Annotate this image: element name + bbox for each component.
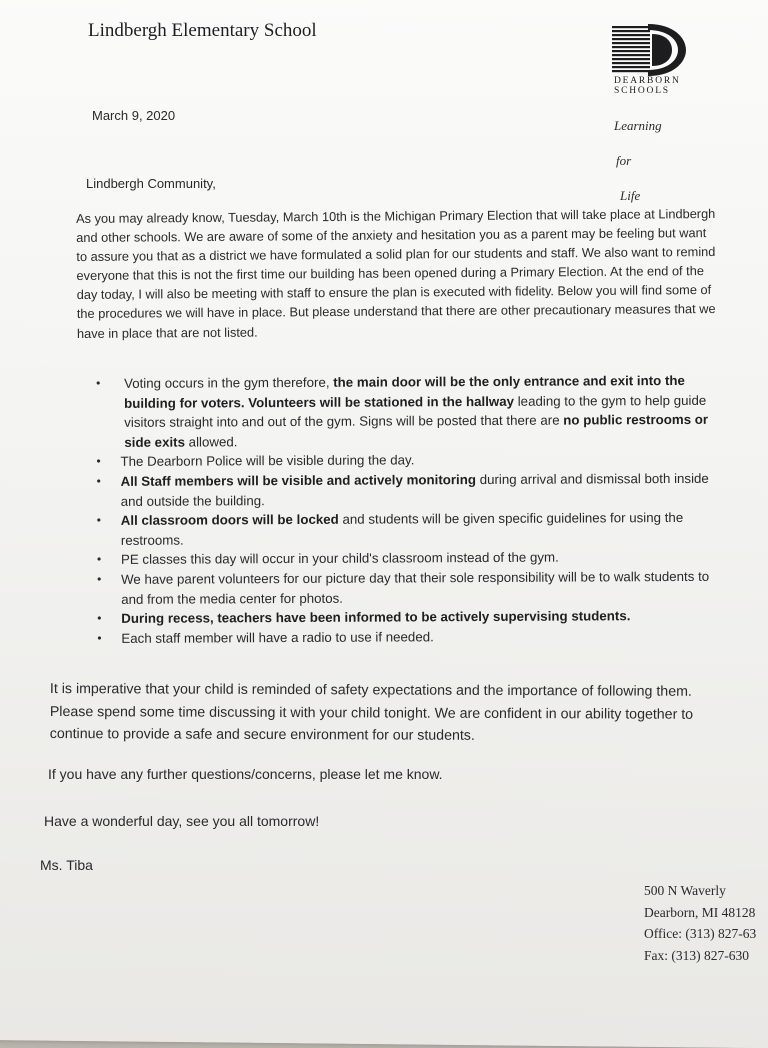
bullet: • [96, 375, 101, 391]
list-item-text: Each staff member will have a radio to use if needed. [121, 628, 434, 646]
farewell-line: Have a wonderful day, see you all tomorrow! [44, 813, 320, 829]
school-address [644, 880, 768, 966]
list-item-text: The Dearborn Police will be visible during the day. [120, 452, 415, 470]
list-item-text: PE classes this day will occur in your child's classroom instead of the gym. [120, 549, 559, 568]
list-item-text: We have parent volunteers for our picture day that their sole responsibility will be to walk students to and from the media center for photos. [121, 568, 710, 607]
list-item-text: and students will be given specific guidelines for using the restrooms. [120, 510, 684, 548]
tagline-learning: Learning [614, 118, 662, 133]
bullet: • [97, 571, 102, 586]
list-item [97, 567, 717, 609]
bullet: • [96, 454, 101, 469]
list-item [96, 508, 717, 550]
intro-paragraph: As you may already know, Tuesday, March 10th is the Michigan Primary Election that will take place at Lindbergh and other schools. We are aware of some of the anxiety and hesitation you as a parent may be feeling but want to assure you that as a district we have formulated a solid plan for our students and staff. We also want to remind everyone that this is not the first time our building has been opened during a Primary Election. At the end of the day today, I will also be meeting with staff to ensure the plan is executed with fidelity. Below you will find some of the procedures we will have in place. But please understand that there are other precautionary measures that we have in place that are not listed. [76, 205, 716, 341]
bullet: • [96, 473, 101, 488]
bullet: • [96, 513, 102, 528]
address-city: Dearborn, MI 48128 [644, 904, 756, 920]
list-item [96, 469, 717, 511]
list-item-text: Voting occurs in the gym therefore, [124, 374, 334, 391]
list-item-text: during arrival and dismissal both inside and outside the building. [120, 470, 709, 509]
list-item-emphasis: All classroom doors will be locked [120, 511, 339, 529]
bullet: • [97, 611, 102, 626]
list-item-emphasis: During recess, teachers have been informed to be actively supervising students. [121, 608, 631, 627]
list-item-emphasis: no public restrooms or side exits [124, 412, 709, 450]
closing-paragraph: It is imperative that your child is reminded of safety expectations and the importance of following them. Please spend some time discussing it with your child tonight. We are confident in our ability together to continue to provide a safe and secure environment for our students. [49, 681, 694, 744]
address-street: 500 N Waverly [644, 883, 726, 898]
list-item-emphasis: the main door will be the only entrance and exit into the building for voters. Volunteers will be stationed in the hallway [124, 372, 685, 411]
letter-date: March 9, 2020 [92, 108, 176, 123]
address-fax: Fax: (313) 827-630 [644, 947, 749, 963]
bullet: • [97, 630, 102, 645]
address-office-phone: Office: (313) 827-63 [644, 926, 757, 941]
logo-wordmark [614, 76, 690, 96]
list-item [96, 371, 716, 453]
logo-text-line-2: SCHOOLS [614, 86, 670, 96]
bullet: • [96, 552, 102, 567]
list-item-text: leading to the gym to help guide visitors straight into and out of the gym. Signs will be posted that there are [124, 392, 707, 431]
logo-text-line-1: DEARBORN [614, 76, 681, 86]
questions-line: If you have any further questions/concerns, please let me know. [48, 766, 443, 782]
list-item-text: allowed. [184, 434, 238, 450]
safety-procedures-list [96, 371, 717, 649]
tagline-life: Life [620, 188, 641, 203]
list-item-emphasis: All Staff members will be visible and actively monitoring [120, 472, 477, 489]
greeting: Lindbergh Community, [86, 176, 216, 191]
school-name: Lindbergh Elementary School [88, 20, 317, 41]
list-item [97, 625, 717, 648]
signature: Ms. Tiba [40, 857, 93, 873]
tagline-for: for [616, 153, 632, 168]
